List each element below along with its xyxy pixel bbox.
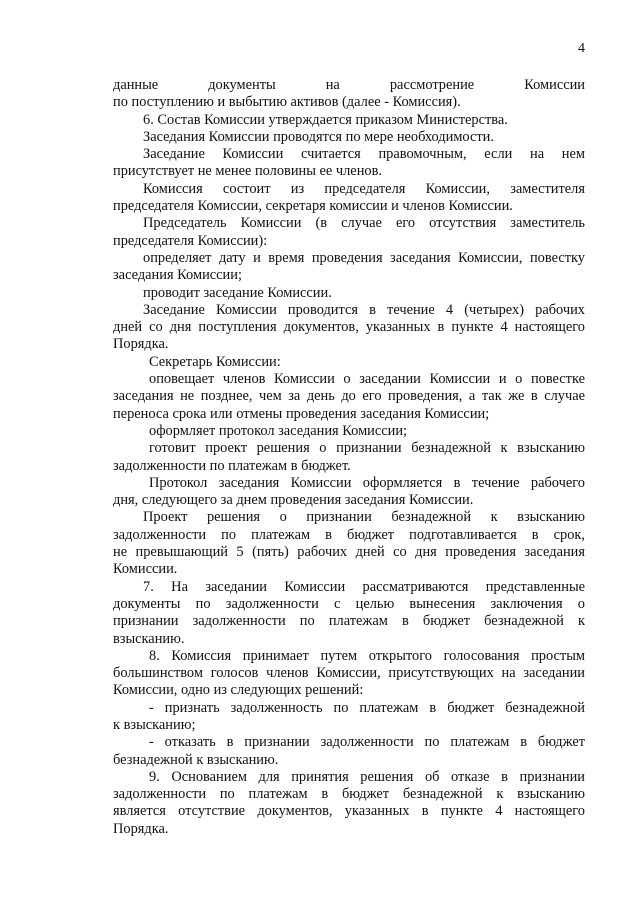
text-line: Комиссии, одно из следующих решений: xyxy=(113,682,364,699)
text-line: данные документы на рассмотрение Комиссии xyxy=(113,77,585,93)
text-line: председателя Комиссии): xyxy=(113,232,268,249)
document-body xyxy=(113,77,585,838)
text-line: 8. Комиссия принимает путем открытого голосования простым xyxy=(149,647,585,664)
text-line: Протокол заседания Комиссии оформляется в течение рабочего xyxy=(149,474,585,491)
page-number: 4 xyxy=(578,41,585,56)
text-line: - отказать в признании задолженности по платежам в бюджет xyxy=(149,734,585,751)
text-line: Заседания Комиссии проводятся по мере необходимости. xyxy=(143,128,494,145)
text-line: не превышающий 5 (пять) рабочих дней со дня проведения заседания xyxy=(113,544,585,561)
text-line: заседания не позднее, чем за день до его проведения, а так же в случае xyxy=(113,388,585,405)
text-line: признании задолженности по платежам в бюджет безнадежной к xyxy=(113,613,585,630)
text-line: проводит заседание Комиссии. xyxy=(143,284,332,301)
text-line: по поступлению и выбытию активов (далее - Комиссия). xyxy=(113,94,461,111)
text-line: Председатель Комиссии (в случае его отсутствия заместитель xyxy=(143,215,585,232)
text-line: большинством голосов членов Комиссии, присутствующих на заседании xyxy=(113,665,585,682)
text-line: документы по задолженности с целью вынесения заключения о xyxy=(113,595,585,612)
text-line: Заседание Комиссии проводится в течение 4 (четырех) рабочих xyxy=(143,301,585,318)
text-line: Порядка. xyxy=(113,336,169,353)
text-line: председателя Комиссии, секретаря комиссии и членов Комиссии. xyxy=(113,198,513,215)
text-line: дня, следующего за днем проведения заседания Комиссии. xyxy=(113,492,474,509)
text-line: заседания Комиссии; xyxy=(113,267,242,284)
text-line: дней со дня поступления документов, указанных в пункте 4 настоящего xyxy=(113,319,585,336)
text-line: задолженности по платежам в бюджет. xyxy=(113,457,351,474)
text-line: Секретарь Комиссии: xyxy=(149,353,281,370)
text-line: к взысканию; xyxy=(113,716,196,733)
text-line: оформляет протокол заседания Комиссии; xyxy=(149,422,408,439)
text-line: переноса срока или отмены проведения заседания Комиссии; xyxy=(113,405,490,422)
text-line: 7. На заседании Комиссии рассматриваются представленные xyxy=(143,578,585,595)
text-line: Заседание Комиссии считается правомочным, если на нем xyxy=(143,146,585,163)
text-line: задолженности по платежам в бюджет подготавливается в срок, xyxy=(113,526,585,543)
text-line: готовит проект решения о признании безнадежной к взысканию xyxy=(149,440,585,457)
text-line: задолженности по платежам в бюджет безнадежной к взысканию xyxy=(113,786,585,803)
text-line: Порядка. xyxy=(113,820,169,837)
text-line: присутствует не менее половины ее членов. xyxy=(113,163,382,180)
text-line: безнадежной к взысканию. xyxy=(113,751,279,768)
text-line: определяет дату и время проведения заседания Комиссии, повестку xyxy=(143,249,585,266)
text-line: Комиссия состоит из председателя Комиссии, заместителя xyxy=(143,180,585,197)
text-line: 6. Состав Комиссии утверждается приказом Министерства. xyxy=(143,111,508,128)
text-line: Проект решения о признании безнадежной к взысканию xyxy=(143,509,585,526)
text-line: оповещает членов Комиссии о заседании Комиссии и о повестке xyxy=(149,371,585,388)
text-line: Комиссии. xyxy=(113,561,178,578)
text-line: является отсутствие документов, указанных в пункте 4 настоящего xyxy=(113,803,585,820)
text-line: 9. Основанием для принятия решения об отказе в признании xyxy=(149,768,585,785)
text-line: взысканию. xyxy=(113,630,185,647)
text-line: - признать задолженность по платежам в бюджет безнадежной xyxy=(149,699,585,716)
